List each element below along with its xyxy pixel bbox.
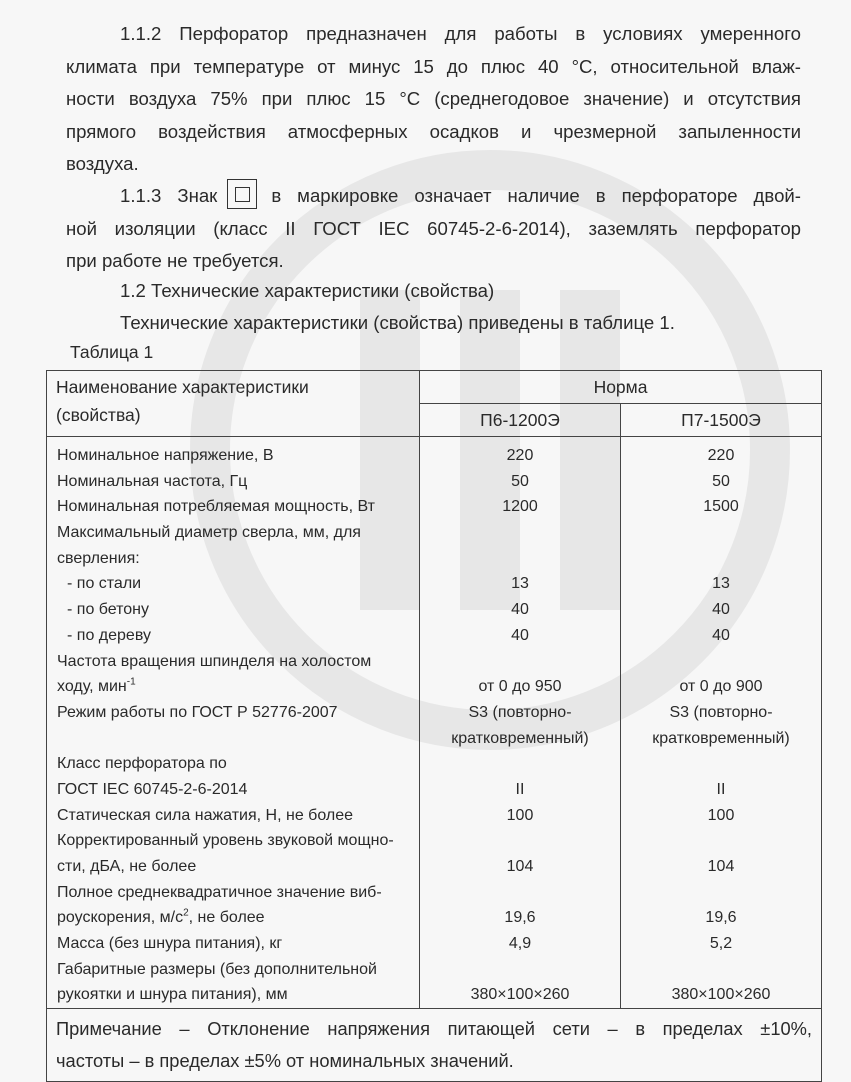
value-cell: 104 (506, 858, 534, 875)
value-cell (621, 880, 821, 906)
p112-line4: прямого воздействия атмосферных осадков и чрезмерной запыленности (66, 120, 801, 142)
value-cell: 380×100×260 (671, 986, 771, 1004)
row-label: - по дереву (67, 626, 151, 644)
value-cell (621, 828, 821, 854)
value-cell: 19,6 (504, 909, 536, 927)
section-heading-1-2: 1.2 Технические характеристики (свойства) (120, 280, 495, 301)
model2-column (621, 437, 822, 1009)
row-label: Номинальная частота, Гц (57, 472, 248, 490)
value-cell: 100 (506, 806, 534, 824)
header-norm: Норма (420, 371, 822, 404)
row-label: Номинальная потребляемая мощность, Вт (57, 498, 375, 516)
header-name-cell (47, 371, 420, 437)
note-line1: Примечание – Отклонение напряжения питающей сети – в пределах ±10%, (56, 1018, 812, 1040)
names-column (47, 437, 420, 1009)
double-insulation-icon (227, 179, 257, 209)
value-cell (621, 649, 821, 675)
p112-line2: климата при температуре от минус 15 до плюс 40 °С, относительной влаж- (66, 55, 801, 77)
value-cell (420, 649, 620, 675)
header-name-line2: (свойства) (56, 405, 141, 425)
row-label-accel: роускорения, $м/с^2$, не более (57, 908, 265, 927)
row-label-rpm: ходу, мин$^{-1}$ (57, 676, 136, 696)
p113-lead: 1.1.3 Знак (120, 185, 218, 206)
value-cell: 19,6 (705, 909, 737, 927)
value-cell (621, 957, 821, 983)
value-cell (420, 751, 620, 777)
row-label: Габаритные размеры (без дополнительной (57, 960, 377, 978)
row-label: ГОСТ IEC 60745-2-6-2014 (57, 780, 248, 798)
row-label: - по бетону (67, 601, 150, 619)
row-label: сверления: (57, 549, 140, 567)
value-cell: кратковременный) (652, 729, 790, 747)
paragraph-1-1-2 (66, 18, 801, 181)
value-cell: 220 (707, 447, 735, 464)
section-intro-1-2: Технические характеристики (свойства) приведены в таблице 1. (120, 312, 675, 333)
value-cell: 50 (511, 472, 529, 490)
p112-line5: воздуха. (66, 153, 139, 174)
value-cell: 13 (511, 575, 529, 593)
value-cell: 100 (707, 806, 735, 824)
value-cell (420, 520, 620, 546)
value-cell: 50 (712, 472, 730, 490)
header-model2: П7-1500Э (621, 404, 822, 437)
value-cell: 40 (712, 601, 730, 619)
value-cell (420, 828, 620, 854)
value-cell: 40 (511, 601, 529, 619)
row-label: Максимальный диаметр сверла, мм, для (57, 524, 361, 542)
value-cell: 1500 (703, 498, 739, 516)
p112-line1: 1.1.2 Перфоратор предназначен для работы в условиях умеренного (120, 23, 801, 44)
row-label: Частота вращения шпинделя на холостом (57, 652, 372, 670)
row-label: рукоятки и шнура питания), мм (57, 986, 288, 1004)
value-cell: от 0 до 950 (478, 678, 562, 696)
p113-line3: при работе не требуется. (66, 250, 284, 271)
value-cell: 220 (506, 447, 534, 464)
row-label: Корректированный уровень звуковой мощно- (57, 832, 394, 850)
row-label: Масса (без шнура питания), кг (57, 935, 283, 953)
row-label: Статическая сила нажатия, Н, не более (57, 806, 353, 824)
row-label: - по стали (67, 575, 142, 593)
row-label: Номинальное напряжение, В (57, 447, 274, 464)
value-cell: 4,9 (508, 935, 532, 953)
value-cell (621, 546, 821, 572)
p113-line1-rest: в маркировке означает наличие в перфораторе двой- (271, 185, 801, 206)
value-cell: от 0 до 900 (679, 678, 763, 696)
header-name-line1: Наименование характеристики (56, 377, 309, 397)
model1-column (420, 437, 621, 1009)
table-note (47, 1009, 822, 1082)
row-label: Режим работы по ГОСТ Р 52776-2007 (57, 703, 338, 721)
p112-line3: ности воздуха 75% при плюс 15 °С (среднегодовое значение) и отсутствия (66, 88, 801, 109)
value-cell (621, 751, 821, 777)
value-cell: 5,2 (709, 935, 733, 953)
value-cell: 1200 (502, 498, 538, 516)
value-cell (420, 546, 620, 572)
row-label (47, 726, 419, 752)
value-cell: II (716, 780, 726, 798)
value-cell (420, 957, 620, 983)
value-cell: II (515, 780, 525, 798)
note-line2: частоты – в пределах ±5% от номинальных значений. (56, 1050, 514, 1072)
table-caption: Таблица 1 (70, 342, 154, 362)
sup-rpm: -1 (126, 676, 136, 688)
p113-line2: ной изоляции (класс II ГОСТ IEC 60745-2-6-2014), заземлять перфоратор (66, 217, 801, 239)
value-cell: 40 (712, 626, 730, 644)
value-cell: 380×100×260 (470, 986, 570, 1004)
row-label: сти, дБА, не более (57, 858, 197, 875)
value-cell: 104 (707, 858, 735, 875)
row-label: Полное среднеквадратичное значение виб- (57, 883, 382, 901)
spec-table (46, 370, 822, 1082)
sup-accel: 2 (183, 908, 189, 920)
paragraph-1-1-3 (66, 180, 801, 278)
value-cell: кратковременный) (451, 729, 589, 747)
row-label: Класс перфоратора по (57, 755, 227, 773)
value-cell: 40 (511, 626, 529, 644)
header-model1: П6-1200Э (420, 404, 621, 437)
value-cell: S3 (повторно- (669, 703, 773, 721)
value-cell: S3 (повторно- (468, 703, 572, 721)
value-cell (621, 520, 821, 546)
value-cell: 13 (712, 575, 730, 593)
value-cell (420, 880, 620, 906)
